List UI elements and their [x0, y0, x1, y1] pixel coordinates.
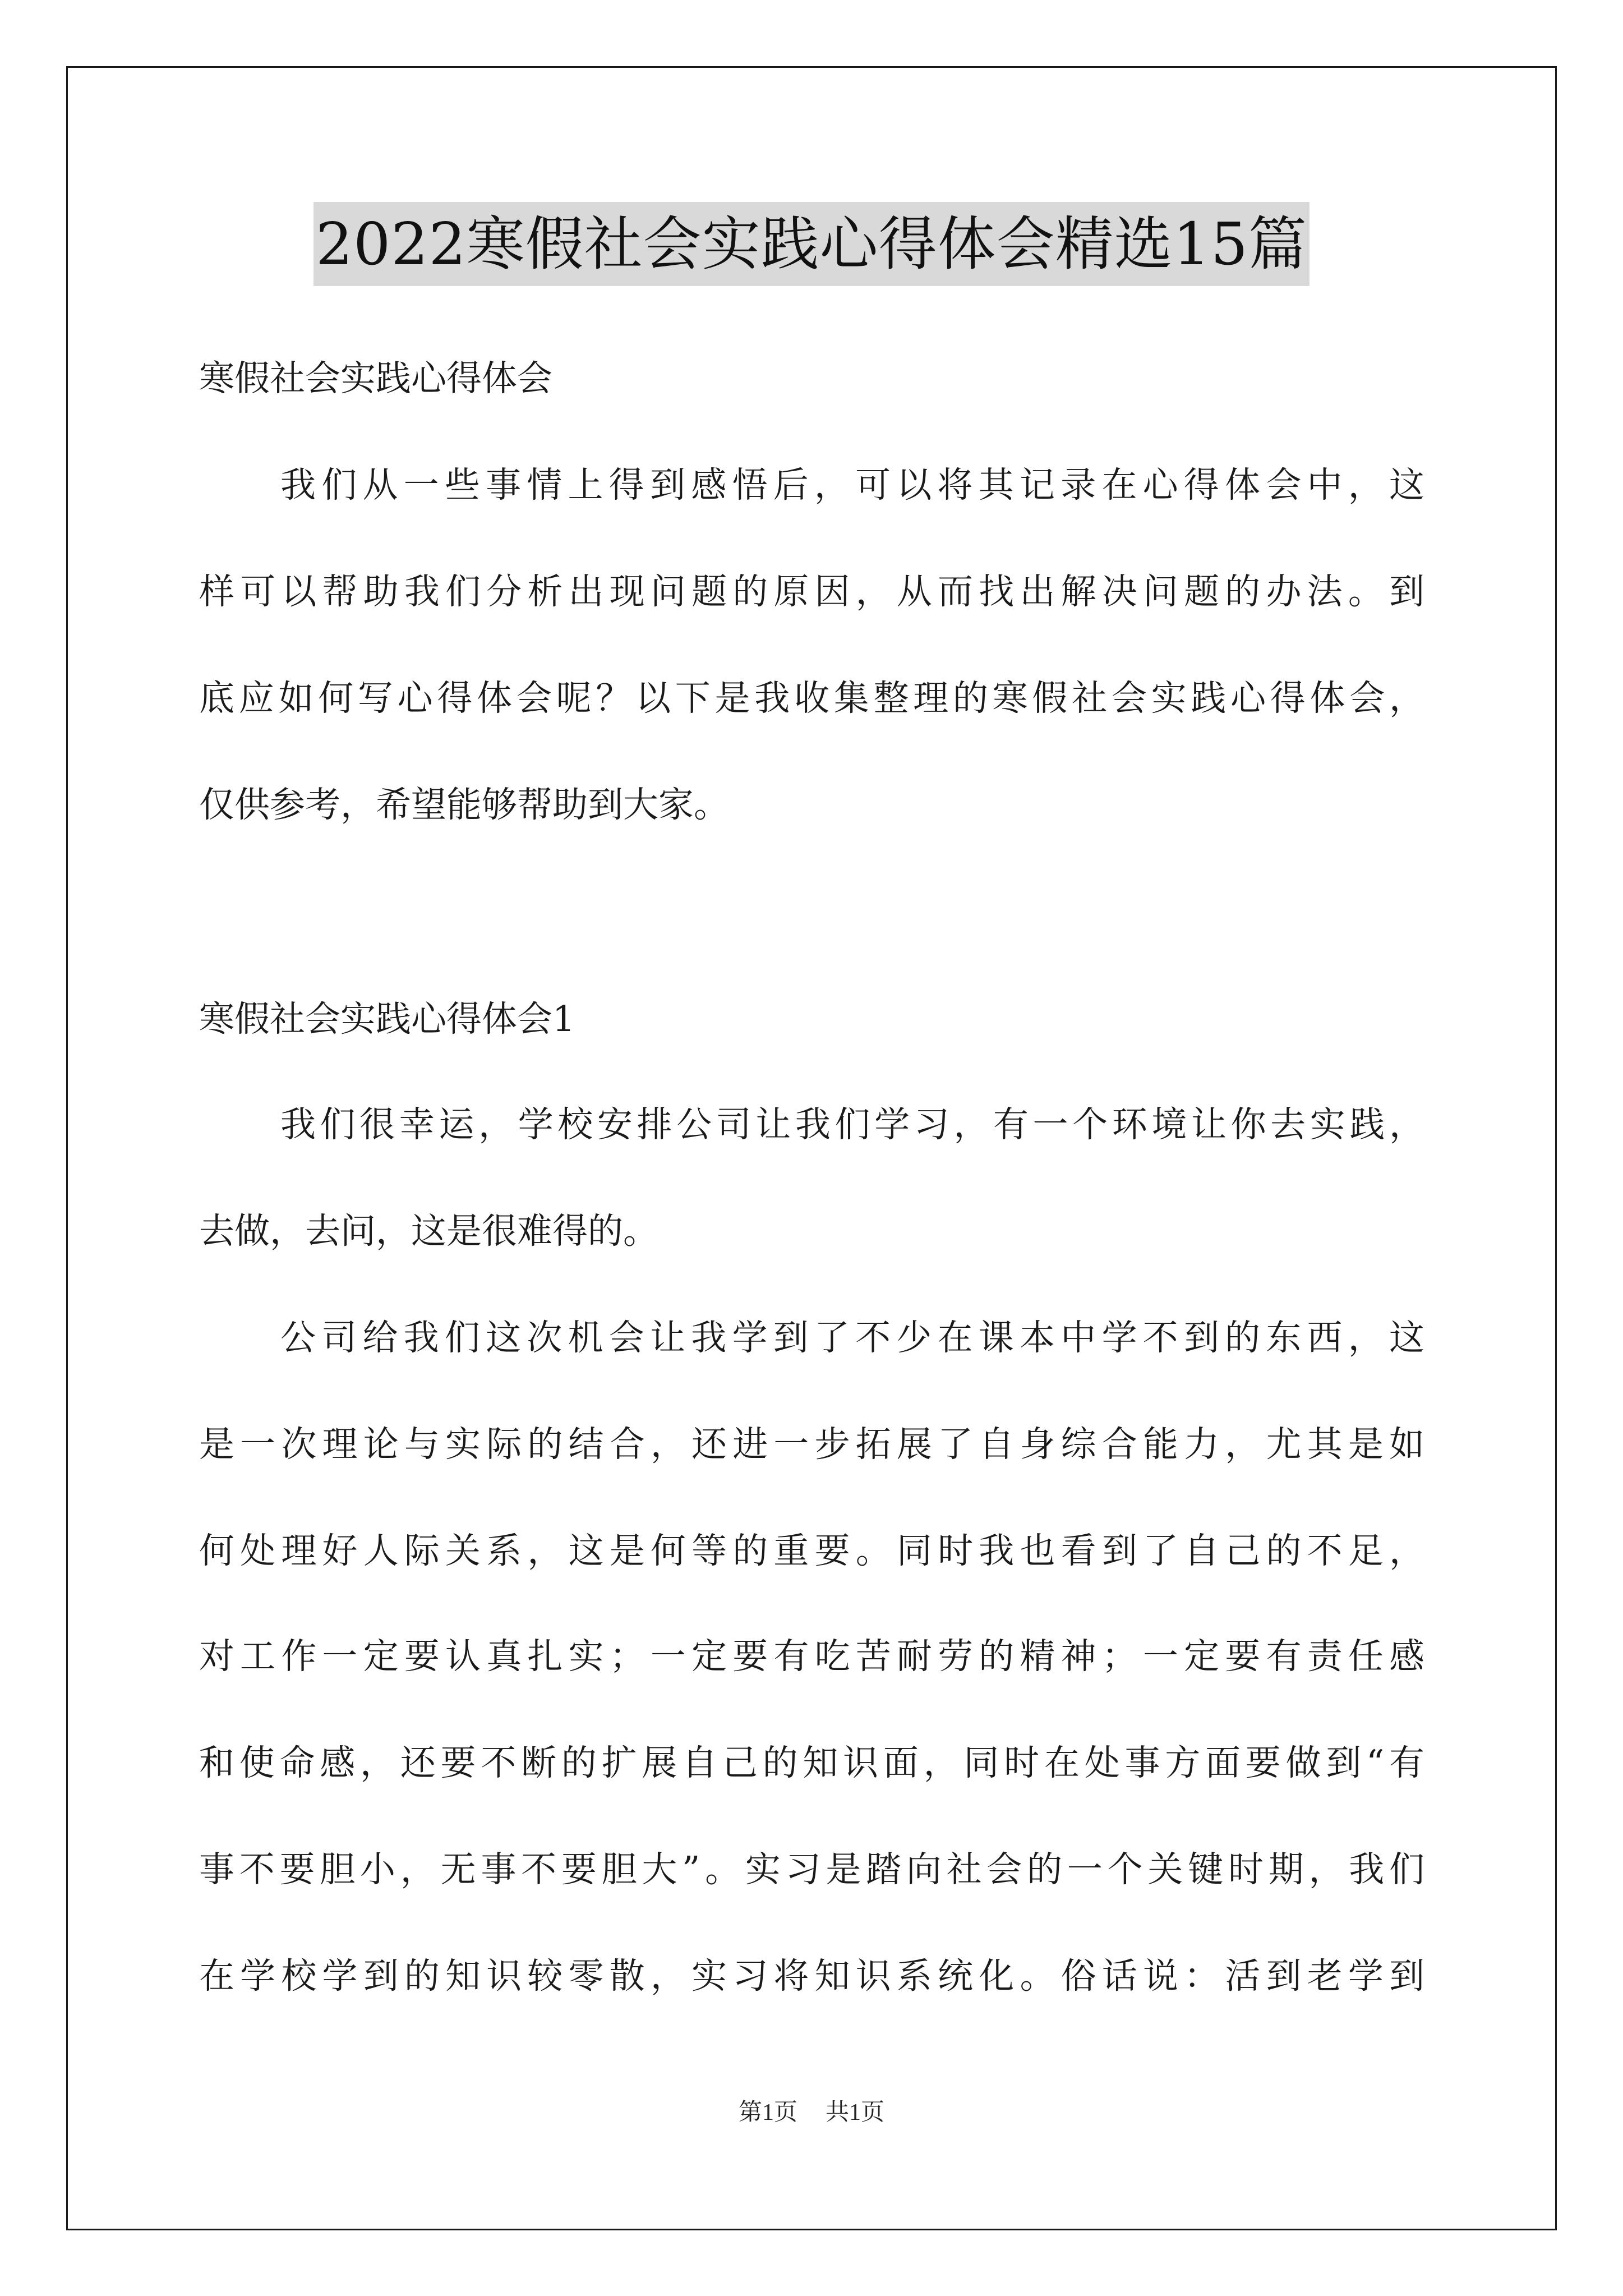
para2-line-1: 公司给我们这次机会让我学到了不少在课本中学不到的东西，这 [280, 1317, 1424, 1358]
intro-line-2: 样可以帮助我们分析出现问题的原因，从而找出解决问题的办法。到 [199, 571, 1424, 612]
intro-heading: 寒假社会实践心得体会 [199, 358, 552, 399]
intro-line-4: 仅供参考，希望能够帮助到大家。 [199, 784, 729, 825]
para2-line-7: 在学校学到的知识较零散，实习将知识系统化。俗话说：活到老学到 [199, 1955, 1424, 1996]
para1-line-1: 我们很幸运，学校安排公司让我们学习，有一个环境让你去实践， [280, 1104, 1424, 1145]
intro-line-3: 底应如何写心得体会呢？以下是我收集整理的寒假社会实践心得体会， [199, 678, 1424, 719]
section1-heading: 寒假社会实践心得体会1 [199, 999, 575, 1039]
intro-line-1: 我们从一些事情上得到感悟后，可以将其记录在心得体会中，这 [280, 464, 1424, 505]
document-title: 2022寒假社会实践心得体会精选15篇 [313, 202, 1310, 286]
para2-line-5: 和使命感，还要不断的扩展自己的知识面，同时在处事方面要做到“有 [199, 1742, 1424, 1783]
page-total: 共1页 [826, 2100, 885, 2125]
para2-line-4: 对工作一定要认真扎实；一定要有吃苦耐劳的精神；一定要有责任感 [199, 1636, 1424, 1677]
para2-line-6: 事不要胆小，无事不要胆大”。实习是踏向社会的一个关键时期，我们 [199, 1849, 1424, 1890]
title-container [0, 202, 1623, 286]
page-number: 第1页 [738, 2100, 797, 2125]
para1-line-2: 去做，去问，这是很难得的。 [199, 1211, 658, 1251]
page-footer [0, 2096, 1623, 2129]
para2-line-2: 是一次理论与实际的结合，还进一步拓展了自身综合能力，尤其是如 [199, 1424, 1424, 1465]
para2-line-3: 何处理好人际关系，这是何等的重要。同时我也看到了自己的不足， [199, 1530, 1424, 1571]
